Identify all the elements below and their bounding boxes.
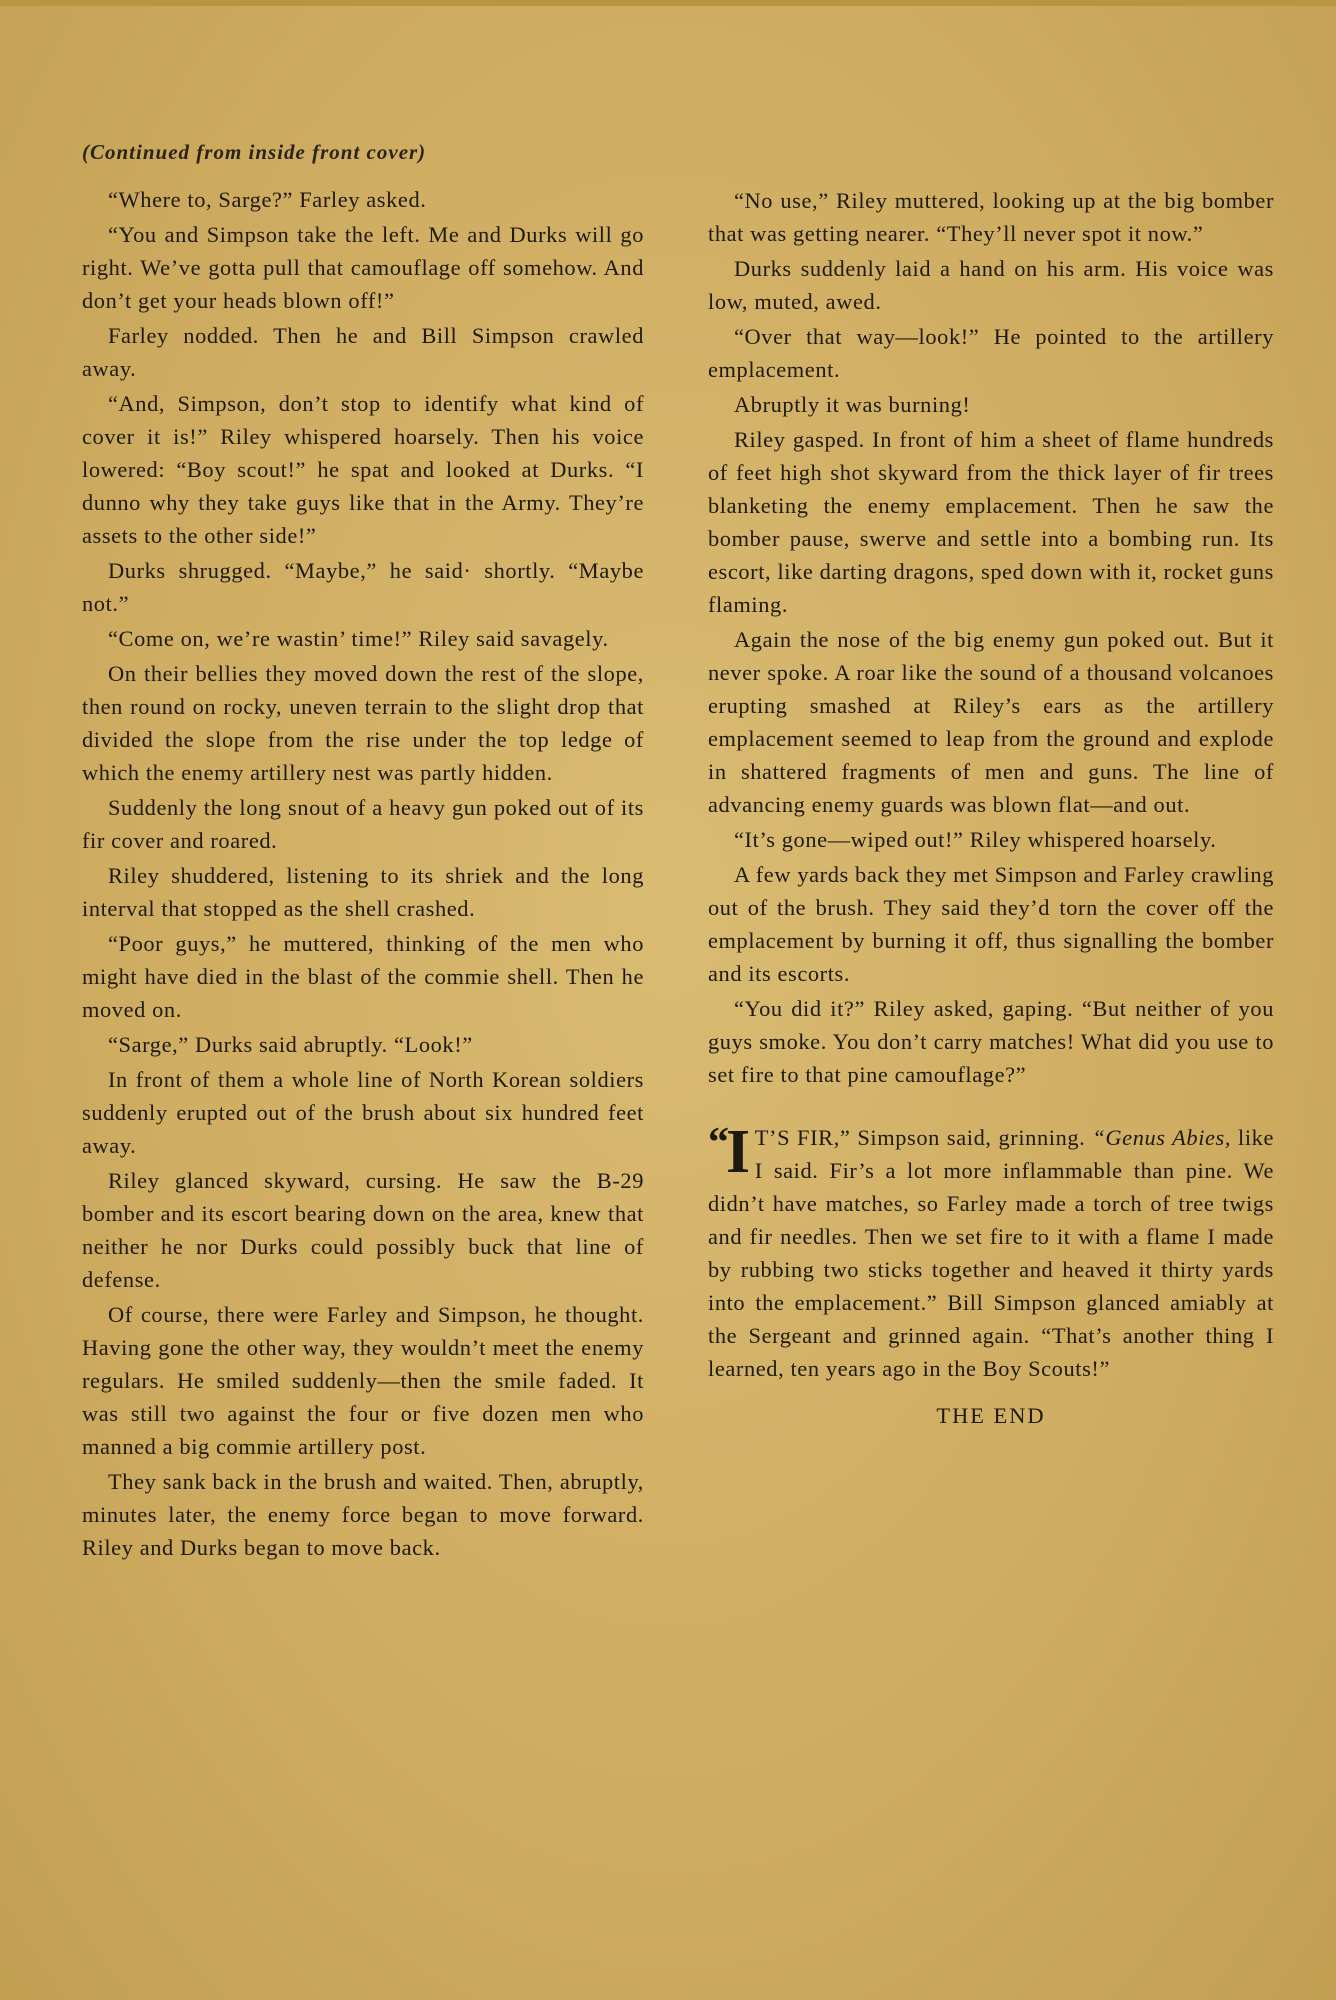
paragraph: “Poor guys,” he muttered, thinking of the men who might have died in the blast of the commie shell. Then he moved on. bbox=[82, 931, 644, 1022]
paragraph: “You and Simpson take the left. Me and Durks will go right. We’ve gotta pull that camouflage off somehow. And don’t get your heads blown off!” bbox=[82, 222, 644, 313]
paragraph: They sank back in the brush and waited. Then, abruptly, minutes later, the enemy force began to move forward. Riley and Durks began to move back. bbox=[82, 1469, 644, 1560]
drop-cap: I bbox=[726, 1118, 751, 1186]
drop-cap-group bbox=[708, 1118, 751, 1187]
paragraph: “And, Simpson, don’t stop to identify what kind of cover it is!” Riley whispered hoarsely. Then his voice lowered: “Boy scout!” he spat and looked at Durks. “I dunno why they take guys like that in the Army. They’re assets to the other side!” bbox=[82, 391, 644, 548]
paragraph: In front of them a whole line of North Korean soldiers suddenly erupted out of the brush about six hundred feet away. bbox=[82, 1067, 644, 1158]
paragraph: Of course, there were Farley and Simpson, he thought. Having gone the other way, they wouldn’t meet the enemy regulars. He smiled suddenly—then the smile faded. It was still two against the four or five dozen men who manned a big commie artillery post. bbox=[82, 1302, 644, 1459]
paragraph: “Come on, we’re wastin’ time!” Riley said savagely. bbox=[108, 626, 609, 651]
the-end: THE END bbox=[936, 1403, 1046, 1428]
finale-lead: T’S FIR,” Simpson said, grinning. bbox=[754, 1125, 1093, 1150]
paragraph: Again the nose of the big enemy gun poked out. But it never spoke. A roar like the sound of a thousand volcanoes erupting smashed at Riley’s ears as the artillery emplacement seemed to leap from the ground and explode in shattered fragments of men and guns. The line of advancing enemy guards was blown flat—and out. bbox=[708, 627, 1274, 817]
paragraph: “It’s gone—wiped out!” Riley whispered hoarsely. bbox=[734, 827, 1217, 852]
right-column bbox=[708, 184, 1274, 1434]
paragraph: Riley gasped. In front of him a sheet of flame hundreds of feet high shot skyward from the thick layer of fir trees blanketing the enemy emplacement. Then he saw the bomber pause, swerve and settle into a bombing run. Its escort, like darting dragons, sped down with it, rocket guns flaming. bbox=[708, 427, 1274, 617]
paragraph: “Over that way—look!” He pointed to the artillery emplacement. bbox=[708, 324, 1274, 382]
paragraph: “You did it?” Riley asked, gaping. “But neither of you guys smoke. You don’t carry matches! What did you use to set fire to that pine camouflage?” bbox=[708, 996, 1274, 1087]
paragraph: “Where to, Sarge?” Farley asked. bbox=[108, 187, 427, 212]
finale-italic: “Genus Abies, bbox=[1092, 1125, 1232, 1150]
paragraph: Abruptly it was burning! bbox=[734, 392, 971, 417]
paragraph: Farley nodded. Then he and Bill Simpson crawled away. bbox=[82, 323, 644, 381]
paragraph: Riley shuddered, listening to its shriek and the long interval that stopped as the shell crashed. bbox=[82, 863, 644, 921]
paragraph: Suddenly the long snout of a heavy gun poked out of its fir cover and roared. bbox=[82, 795, 644, 853]
left-column bbox=[82, 183, 644, 1566]
paragraph: Riley glanced skyward, cursing. He saw the B-29 bomber and its escort bearing down on the area, knew that neither he nor Durks could possibly buck that line of defense. bbox=[82, 1168, 644, 1292]
continued-note: (Continued from inside front cover) bbox=[82, 140, 427, 164]
paragraph: Durks suddenly laid a hand on his arm. His voice was low, muted, awed. bbox=[708, 256, 1274, 314]
paragraph: “Sarge,” Durks said abruptly. “Look!” bbox=[108, 1032, 473, 1057]
paragraph: On their bellies they moved down the rest of the slope, then round on rocky, uneven terrain to the slight drop that divided the slope from the rise under the top ledge of which the enemy artillery nest was partly hidden. bbox=[82, 661, 644, 785]
finale-rest: like I said. Fir’s a lot more inflammable than pine. We didn’t have matches, so Farley made a torch of tree twigs and fir needles. Then we set fire to it with a flame I made by rubbing two sticks together and heaved it thirty yards into the emplacement.” Bill Simpson glanced amiably at the Sergeant and grinned again. “That’s another thing I learned, ten years ago in the Boy Scouts!” bbox=[708, 1125, 1274, 1381]
paragraph: Durks shrugged. “Maybe,” he said· shortly. “Maybe not.” bbox=[82, 558, 644, 616]
paragraph: A few yards back they met Simpson and Farley crawling out of the brush. They said they’d torn the cover off the emplacement by burning it off, thus signalling the bomber and its escorts. bbox=[708, 862, 1274, 986]
paragraph: “No use,” Riley muttered, looking up at the big bomber that was getting nearer. “They’ll never spot it now.” bbox=[708, 188, 1274, 246]
open-quote-mark: “ bbox=[708, 1120, 725, 1166]
finale-paragraph bbox=[708, 1118, 1274, 1385]
